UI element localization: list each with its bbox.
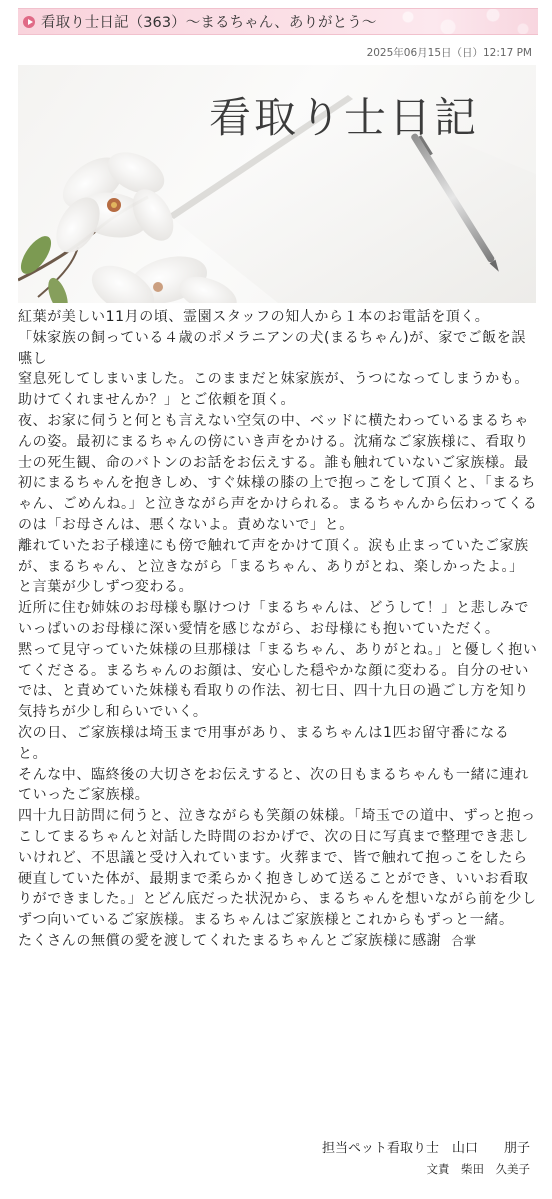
- paragraph: 離れていたお子様達にも傍で触れて声をかけて頂く。涙も止まっていたご家族が、まるちゃん、と泣きながら「まるちゃん、ありがとね、楽しかったよ。」と言葉が少しずつ変わる。: [18, 537, 529, 596]
- paragraph: 「妹家族の飼っている４歳のポメラニアンの犬(まるちゃん)が、家でご飯を誤嚥し 窒息死してしまいました。このままだと妹家族が、うつになってしまうかも。助けてくれませんか？」とご依頼を頂く。: [18, 329, 529, 409]
- paragraph: 紅葉が美しい11月の頃、霊園スタッフの知人から１本のお電話を頂く。: [18, 309, 490, 325]
- hero-image: [18, 65, 536, 303]
- post-date: 2025年06月15日（日）12:17 PM: [366, 47, 532, 59]
- paragraph: 近所に住む姉妹のお母様も駆けつけ「まるちゃんは、どうして！」と悲しみでいっぱいのお母様に深い愛情を感じながら、お母様にも抱いていただく。: [18, 600, 529, 637]
- play-icon: [23, 16, 35, 28]
- paragraph: 次の日、ご家族様は埼玉まで用事があり、まるちゃんは1匹お留守番になると。: [18, 724, 510, 762]
- article-body: [18, 307, 538, 952]
- article-title[interactable]: 看取り士日記（363）〜まるちゃん、ありがとう〜: [41, 15, 377, 31]
- article-title-bar[interactable]: [18, 8, 538, 35]
- paragraph: 夜、お家に伺うと何とも言えない空気の中、ベッドに横たわっているまるちゃんの姿。最初にまるちゃんの傍にいき声をかける。沈痛なご家族様に、看取り士の死生観、命のバトンのお話をお伝えする。誰も触れていないご家族様。最初にまるちゃんを抱きしめ、すぐ妹様の膝の上で抱っこをして頂くと、「まるちゃん、ごめんね。」と泣きながら声をかけられる。まるちゃんから伝わってくるのは「お母さんは、悪くないよ。責めないで」と。: [18, 412, 538, 533]
- closing-sign: 合掌: [451, 933, 477, 948]
- author-signature: 担当ペット看取り士 山口 朋子: [321, 1141, 530, 1156]
- paragraph: 黙って見守っていた妹様の旦那様は「まるちゃん、ありがとね。」と優しく抱いてくださる。まるちゃんのお顔は、安心した穏やかな顔に変わる。自分のせいでは、と責めていた妹様も看取りの作法、初七日、四十九日の過ごし方を知り気持ちが少し和らいでいく。: [18, 641, 538, 721]
- closing-text: たくさんの無償の愛を渡してくれたまるちゃんとご家族様に感謝: [18, 932, 442, 949]
- paragraph: 四十九日訪問に伺うと、泣きながらも笑顔の妹様。「埼玉での道中、ずっと抱っこしてまるちゃんと対話した時間のおかげで、次の日に写真まで整理でき悲しいけれど、不思議と受け入れています。火葬まで、皆で触れて抱っこをしたら硬直していた体が、最期まで柔らかく抱きしめて送ることができ、いいお看取りができました。」とどん底だった状況から、まるちゃんを想いながら前を少しずつ向いているご家族様。まるちゃんはご家族様とこれからもずっと一緒。: [18, 808, 537, 929]
- paragraph: そんな中、臨終後の大切さをお伝えすると、次の日もまるちゃんも一緒に連れていったご家族様。: [18, 766, 529, 804]
- editor-signature: 文責 柴田 久美子: [426, 1162, 530, 1176]
- closing-line: [18, 931, 538, 952]
- hero-title: 看取り士日記: [209, 93, 480, 142]
